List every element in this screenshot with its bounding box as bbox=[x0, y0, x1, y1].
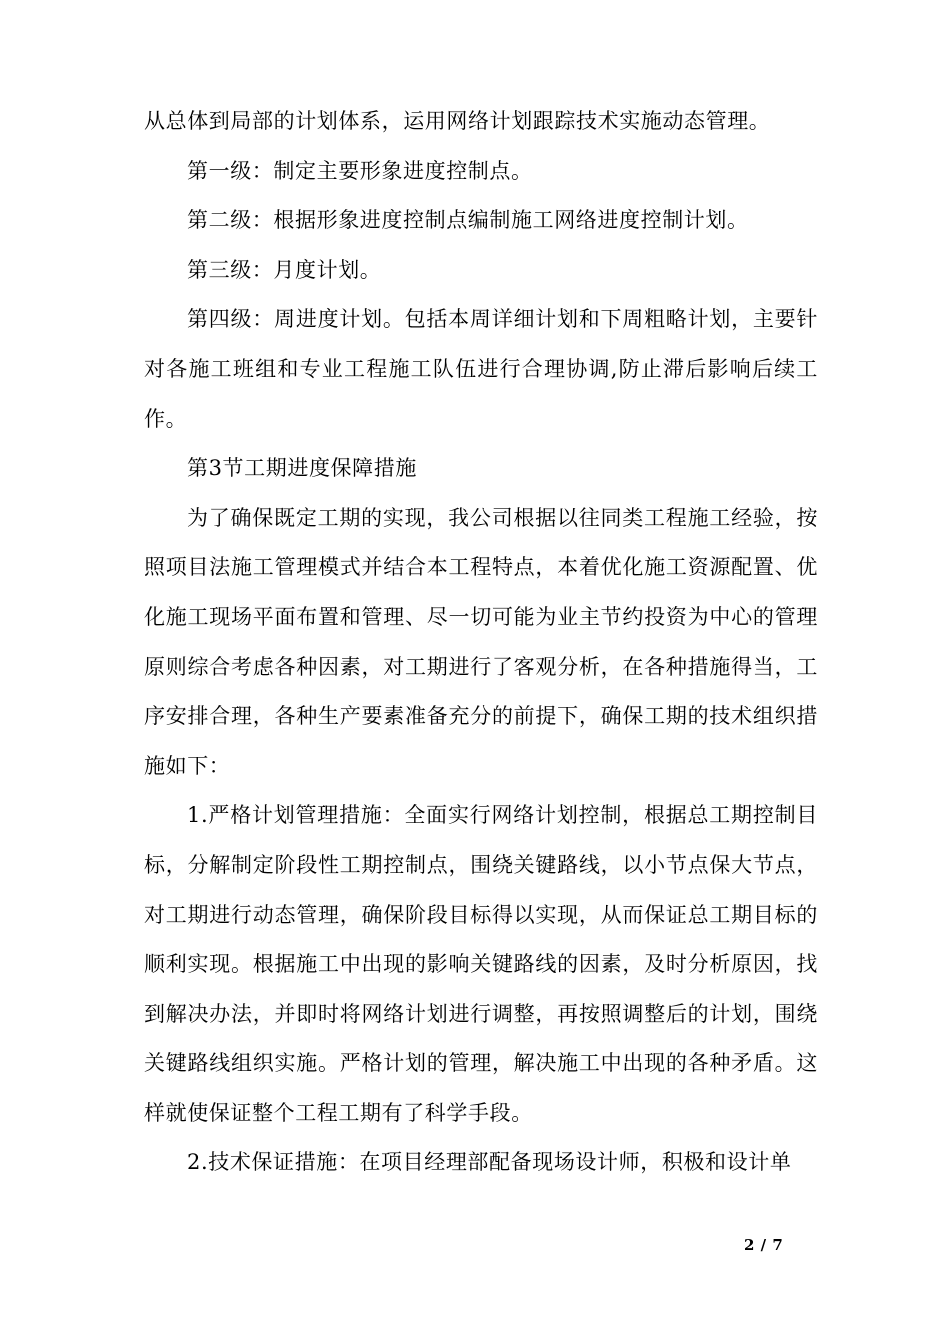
page-number: 2 / 7 bbox=[744, 1236, 784, 1254]
paragraph: 第二级：根据形象进度控制点编制施工网络进度控制计划。 bbox=[187, 208, 749, 233]
paragraph: 为了确保既定工期的实现，我公司根据以往同类工程施工经验，按照项目法施工管理模式并结合本工程特点，本着优化施工资源配置、优化施工现场平面布置和管理、尽一切可能为业主节约投资为中心的管理原则综合考虑各种因素，对工期进行了客观分析，在各种措施得当，工序安排合理，各种生产要素准备充分的前提下，确保工期的技术组织措施如下： bbox=[144, 505, 818, 778]
paragraph: 从总体到局部的计划体系，运用网络计划跟踪技术实施动态管理。 bbox=[144, 109, 771, 133]
document-body bbox=[144, 97, 818, 1188]
paragraph: 第四级：周进度计划。包括本周详细计划和下周粗略计划，主要针对各施工班组和专业工程施工队伍进行合理协调,防止滞后影响后续工作。 bbox=[144, 307, 818, 431]
paragraph: 1.严格计划管理措施：全面实行网络计划控制，根据总工期控制目标，分解制定阶段性工期控制点，围绕关键路线，以小节点保大节点，对工期进行动态管理，确保阶段目标得以实现，从而保证总工期目标的顺利实现。根据施工中出现的影响关键路线的因素，及时分析原因，找到解决办法，并即时将网络计划进行调整，再按照调整后的计划，围绕关键路线组织实施。严格计划的管理，解决施工中出现的各种矛盾。这样就使保证整个工程工期有了科学手段。 bbox=[144, 803, 818, 1125]
paragraph: 2.技术保证措施：在项目经理部配备现场设计师，积极和设计单 bbox=[187, 1150, 792, 1175]
paragraph: 第一级：制定主要形象进度控制点。 bbox=[187, 158, 533, 183]
section-heading: 第3节工期进度保障措施 bbox=[187, 456, 417, 481]
paragraph: 第三级：月度计划。 bbox=[187, 257, 382, 282]
